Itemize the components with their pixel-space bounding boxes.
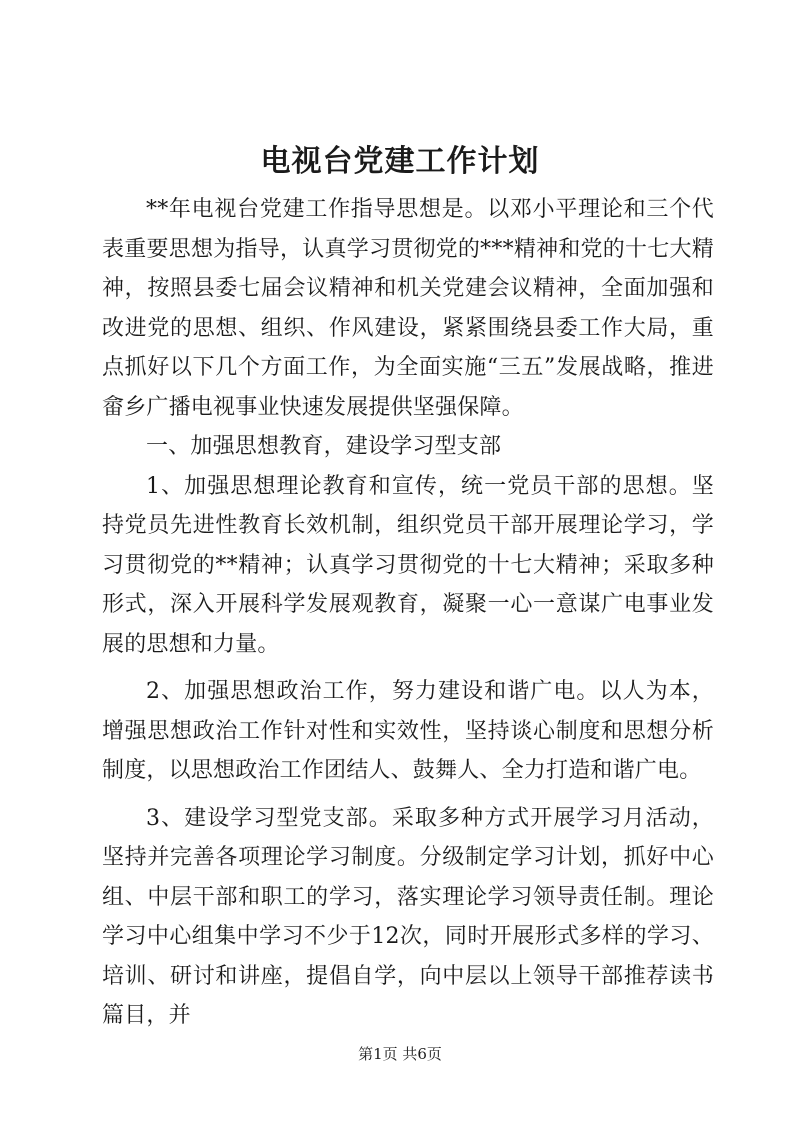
body-paragraph: 2、加强思想政治工作，努力建设和谐广电。以人为本，增强思想政治工作针对性和实效性，坚持谈心制度和思想分析制度，以思想政治工作团结人、鼓舞人、全力打造和谐广电。 [102, 679, 714, 783]
page-number-label: 第1页 共6页 [358, 1045, 442, 1063]
body-paragraph: 3、建设学习型党支部。采取多种方式开展学习月活动，坚持并完善各项理论学习制度。分级制定学习计划，抓好中心组、中层干部和职工的学习，落实理论学习领导责任制。理论学习中心组集中学习不少于12次，同时开展形式多样的学习、培训、研讨和讲座，提倡自学，向中层以上领导干部推荐读书篇目，并 [102, 805, 714, 1028]
body-paragraph: 1、加强思想理论教育和宣传，统一党员干部的思想。坚持党员先进性教育长效机制，组织党员干部开展理论学习，学习贯彻党的**精神；认真学习贯彻党的十七大精神；采取多种形式，深入开展科学发展观教育，凝聚一心一意谋广电事业发展的思想和力量。 [102, 473, 714, 657]
page-footer [0, 1044, 800, 1064]
intro-paragraph: **年电视台党建工作指导思想是。以邓小平理论和三个代表重要思想为指导，认真学习贯彻党的***精神和党的十七大精神，按照县委七届会议精神和机关党建会议精神，全面加强和改进党的思想、组织、作风建设，紧紧围绕县委工作大局，重点抓好以下几个方面工作，为全面实施“三五”发展战略，推进畲乡广播电视事业快速发展提供坚强保障。 [102, 197, 714, 420]
document-title: 电视台党建工作计划 [260, 144, 540, 179]
section-heading: 一、加强思想教育，建设学习型支部 [146, 434, 502, 459]
document-body [102, 190, 714, 1036]
